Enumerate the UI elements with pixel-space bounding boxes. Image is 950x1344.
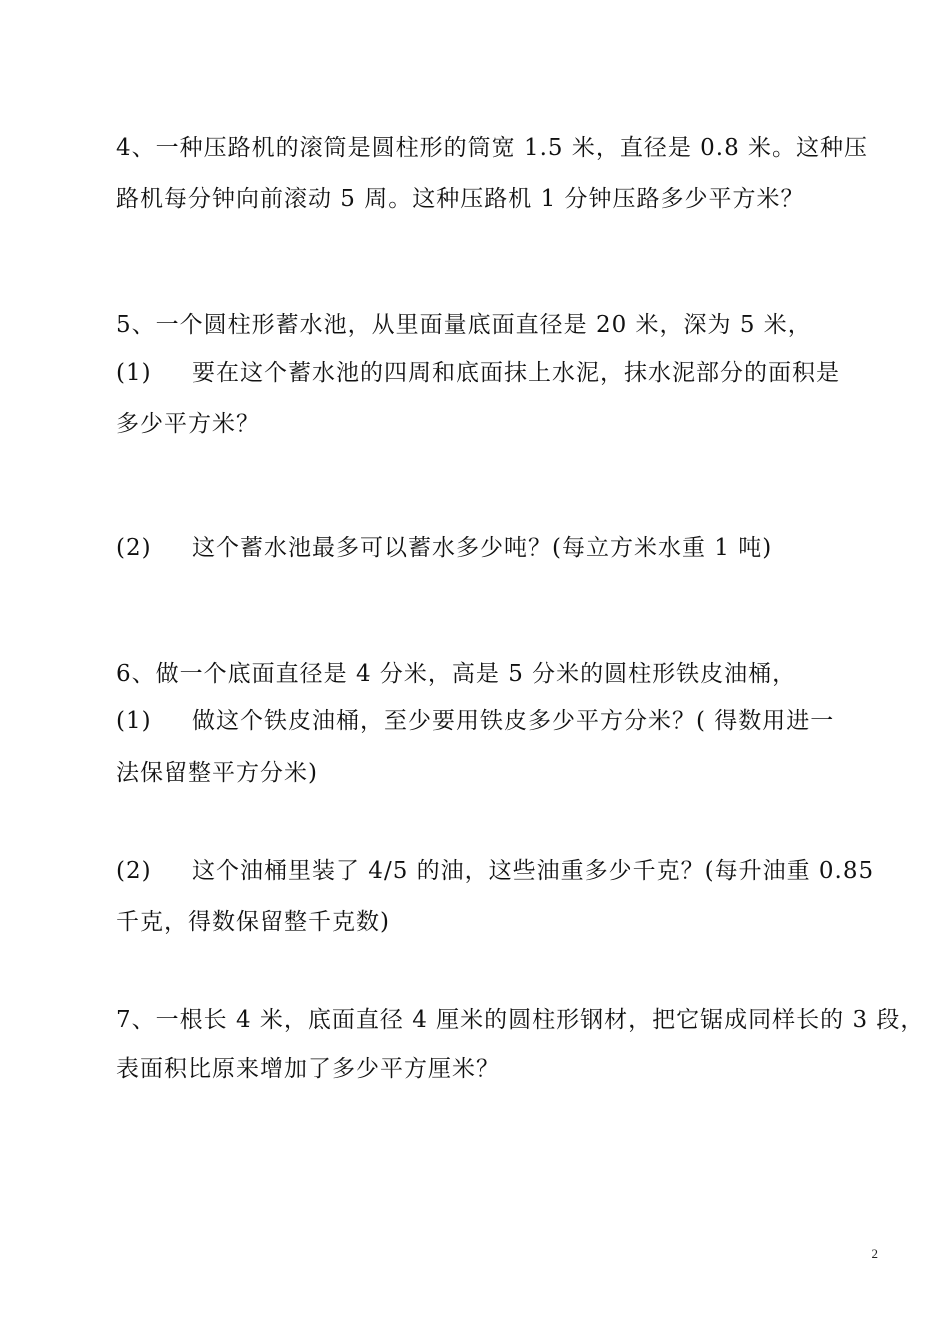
problem-6-question-2 xyxy=(116,856,874,886)
problem-7-line-1: 7、一根长 4 米，底面直径 4 厘米的圆柱形钢材，把它锯成同样长的 3 段， xyxy=(116,1007,925,1033)
problem-5-question-1 xyxy=(116,358,840,388)
problem-5-line-1: 5、一个圆柱形蓄水池，从里面量底面直径是 20 米，深为 5 米， xyxy=(116,312,812,338)
question-text: 要在这个蓄水池的四周和底面抹上水泥，抹水泥部分的面积是 xyxy=(192,360,840,386)
problem-6-question-1-line-2: 法保留整平方分米) xyxy=(116,760,318,786)
question-number: (1) xyxy=(116,708,152,734)
question-number: (2) xyxy=(116,535,152,561)
problem-6-question-2-line-2: 千克，得数保留整千克数) xyxy=(116,909,390,935)
problem-4-line-2: 路机每分钟向前滚动 5 周。这种压路机 1 分钟压路多少平方米？ xyxy=(116,186,805,212)
problem-5-question-2 xyxy=(116,533,772,563)
question-text: 这个油桶里装了 4/5 的油，这些油重多少千克？(每升油重 0.85 xyxy=(192,858,875,884)
problem-5-question-1-line-2: 多少平方米？ xyxy=(116,411,260,437)
question-text: 做这个铁皮油桶，至少要用铁皮多少平方分米？( 得数用进一 xyxy=(192,708,835,734)
problem-7-line-2: 表面积比原来增加了多少平方厘米？ xyxy=(116,1056,500,1082)
question-number: (2) xyxy=(116,858,152,884)
problem-4-line-1: 4、一种压路机的滚筒是圆柱形的筒宽 1.5 米，直径是 0.8 米。这种压 xyxy=(116,135,869,161)
problem-6-line-1: 6、做一个底面直径是 4 分米，高是 5 分米的圆柱形铁皮油桶， xyxy=(116,661,797,687)
page-number: 2 xyxy=(871,1246,878,1261)
problem-6-question-1 xyxy=(116,706,834,736)
question-number: (1) xyxy=(116,360,152,386)
question-text: 这个蓄水池最多可以蓄水多少吨？(每立方米水重 1 吨) xyxy=(192,535,773,561)
